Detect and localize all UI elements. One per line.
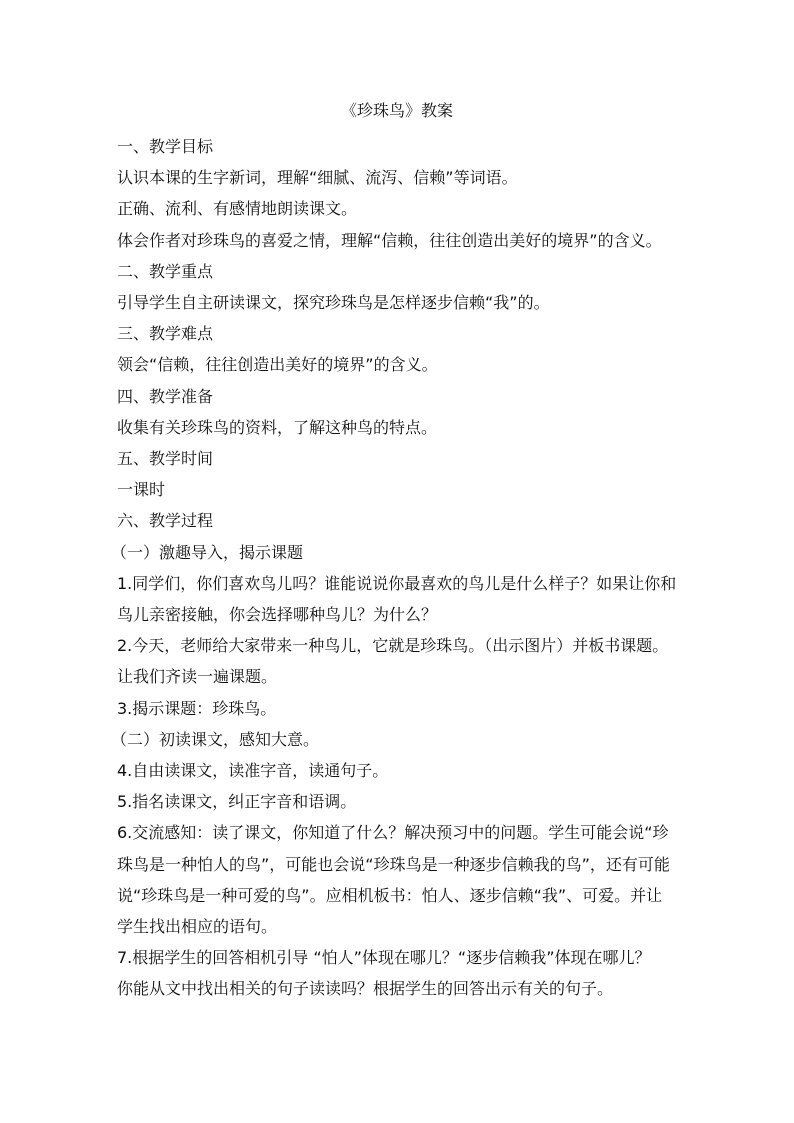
paragraph: 领会“信赖，往往创造出美好的境界”的含义。: [117, 355, 438, 375]
paragraph: 让我们齐读一遍课题。: [117, 667, 278, 687]
paragraph: 正确、流利、有感情地朗读课文。: [117, 199, 358, 219]
paragraph: 学生找出相应的语句。: [117, 917, 278, 937]
paragraph: 鸟儿亲密接触，你会选择哪种鸟儿？为什么？: [117, 605, 438, 625]
paragraph: 4.自由读课文，读准字音，读通句子。: [117, 761, 389, 781]
paragraph: 7.根据学生的回答相机引导 “怕人”体现在哪儿？“逐步信赖我”体现在哪儿？: [117, 948, 651, 968]
paragraph: 5.指名读课文，纠正字音和语调。: [117, 792, 357, 812]
subsection-heading: （一）激趣导入，揭示课题: [111, 542, 304, 562]
section-heading-key-points: 二、教学重点: [117, 261, 214, 281]
paragraph: 说“珍珠鸟是一种可爱的鸟”。应相机板书：怕人、逐步信赖“我”、可爱。并让: [117, 885, 663, 905]
paragraph: 你能从文中找出相关的句子读读吗？根据学生的回答出示有关的句子。: [117, 979, 614, 999]
paragraph: 认识本课的生字新词，理解“细腻、流泻、信赖”等词语。: [117, 168, 518, 188]
section-heading-process: 六、教学过程: [117, 511, 214, 531]
paragraph: 引导学生自主研读课文，探究珍珠鸟是怎样逐步信赖“我”的。: [117, 293, 550, 313]
document-page: [111, 100, 677, 1005]
paragraph: 2.今天，老师给大家带来一种鸟儿，它就是珍珠鸟。（出示图片）并板书课题。: [117, 636, 669, 656]
paragraph: 6.交流感知：读了课文，你知道了什么？解决预习中的问题。学生可能会说“珍: [117, 823, 669, 843]
paragraph: 珠鸟是一种怕人的鸟”，可能也会说“珍珠鸟是一种逐步信赖我的鸟”，还有可能: [117, 854, 670, 874]
paragraph: 1.同学们，你们喜欢鸟儿吗？谁能说说你最喜欢的鸟儿是什么样子？如果让你和: [117, 573, 677, 593]
section-heading-goals: 一、教学目标: [117, 137, 214, 156]
section-heading-time: 五、教学时间: [117, 449, 214, 469]
paragraph: 体会作者对珍珠鸟的喜爱之情，理解“信赖，往往创造出美好的境界”的含义。: [117, 230, 662, 250]
paragraph: 收集有关珍珠鸟的资料，了解这种鸟的特点。: [117, 417, 438, 437]
subsection-heading: （二）初读课文，感知大意。: [111, 729, 320, 749]
section-heading-preparation: 四、教学准备: [117, 386, 214, 406]
paragraph: 3.揭示课题：珍珠鸟。: [117, 698, 277, 718]
paragraph: 一课时: [117, 480, 166, 500]
document-title: 《珍珠鸟》教案: [340, 101, 453, 120]
section-heading-difficulties: 三、教学难点: [117, 324, 214, 344]
